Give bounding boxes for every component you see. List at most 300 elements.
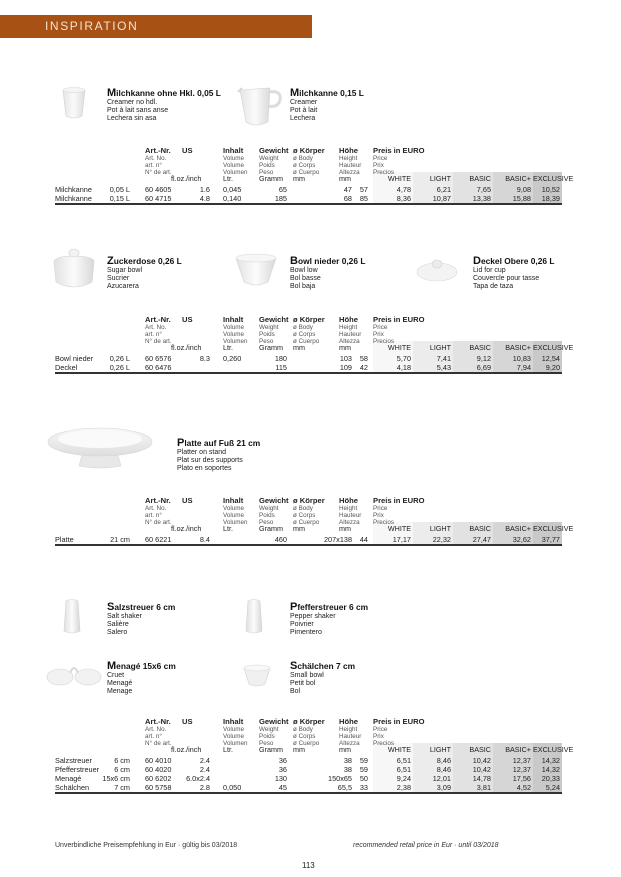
header-label: Inhalt	[223, 315, 244, 324]
header-translation: Weight	[259, 155, 279, 162]
header-translation: N° de art.	[145, 740, 172, 747]
header-translation: Precios	[373, 338, 394, 345]
header-label: Art.-Nr.	[145, 146, 171, 155]
price-tier-label: BASIC+	[505, 343, 531, 352]
header-label: Preis in EURO	[373, 315, 425, 324]
cell-inhalt: 0,260	[223, 354, 242, 363]
header-translation: Poids	[259, 331, 275, 338]
header-label: Preis in EURO	[373, 717, 425, 726]
cell-price-exclusive: 12,54	[541, 354, 560, 363]
spec-table	[55, 315, 574, 375]
title-initial: Z	[107, 255, 114, 267]
header-translation: ø Body	[293, 155, 313, 162]
cell-size: 0,26 L	[109, 363, 130, 372]
bowl-low-image	[232, 250, 280, 294]
cell-price-white: 6,51	[396, 765, 411, 774]
header-translation: Weight	[259, 324, 279, 331]
header-translation: Volumen	[223, 519, 248, 526]
price-tier-label: BASIC	[469, 745, 491, 754]
lid-illustration	[415, 252, 459, 286]
footer-price-note-en: recommended retail price in Eur · until 03/2018	[353, 842, 499, 849]
header-translation: ø Cuerpo	[293, 169, 320, 176]
header-translation: Poids	[259, 162, 275, 169]
header-translation: N° de art.	[145, 519, 172, 526]
cell-price-basic: 14,78	[472, 774, 491, 783]
product-salzstreuer-title	[107, 601, 175, 613]
header-translation: art. n°	[145, 162, 162, 169]
header-label: ø Körper	[293, 146, 325, 155]
cell-hoehe: 42	[359, 363, 368, 372]
cell-art: 60 4010	[145, 756, 172, 765]
price-tier-label: EXCLUSIVE	[533, 745, 574, 754]
unit-inhalt: Ltr.	[223, 524, 233, 533]
product-menage-title	[107, 660, 176, 672]
cell-gewicht: 45	[278, 783, 287, 792]
price-tier-label: BASIC	[469, 343, 491, 352]
shaker-illustration	[61, 597, 83, 637]
cell-inhalt: 0,140	[223, 194, 242, 203]
creamer-small-image	[57, 84, 91, 126]
title-rest: latte auf Fuß 21 cm	[184, 438, 261, 448]
header-translation: Height	[339, 324, 358, 331]
header-translation: Hauteur	[339, 331, 362, 338]
cell-price-exclusive: 10,52	[541, 185, 560, 194]
header-translation: Volumen	[223, 338, 248, 345]
description-line: Tapa de taza	[473, 283, 514, 291]
product-zuckerdose-title	[107, 255, 182, 267]
cell-price-light: 8,46	[436, 756, 451, 765]
cell-name: Milchkanne	[55, 185, 92, 194]
cell-size: 7 cm	[114, 783, 130, 792]
title-initial: S	[290, 660, 298, 672]
header-translation: Weight	[259, 505, 279, 512]
description-line: Creamer no hdl.	[107, 99, 158, 106]
header-translation: Precios	[373, 740, 394, 747]
cell-size: 0,15 L	[109, 194, 130, 203]
cell-price-basic-plus: 4,52	[516, 783, 531, 792]
header-label: US	[182, 146, 193, 155]
cell-price-white: 5,70	[396, 354, 411, 363]
title-rest: ilchkanne ohne Hkl. 0,05 L	[116, 88, 221, 98]
product-zuckerdose-description	[107, 267, 142, 292]
table-row	[55, 774, 562, 783]
cell-hoehe: 85	[359, 194, 368, 203]
header-translation: Volume	[223, 155, 245, 162]
header-translation: N° de art.	[145, 338, 172, 345]
cell-price-white: 4,18	[396, 363, 411, 372]
unit-us: fl.oz./inch	[171, 524, 202, 533]
unit-koerper: mm	[293, 745, 305, 754]
units-row	[55, 743, 574, 755]
cell-price-basic: 9,12	[476, 354, 491, 363]
header-label: Höhe	[339, 717, 358, 726]
cell-price-white: 2,38	[396, 783, 411, 792]
description-line: Pot à lait sans anse	[107, 107, 169, 115]
units-row	[55, 172, 574, 184]
header-translation: Peso	[259, 519, 274, 526]
table-bottom-rule	[55, 792, 562, 794]
header-translation: N° de art.	[145, 169, 172, 176]
header-label: Inhalt	[223, 496, 244, 505]
table-row	[55, 354, 562, 363]
header-label: Höhe	[339, 315, 358, 324]
header-translation: Peso	[259, 740, 274, 747]
header-translation: Price	[373, 324, 388, 331]
cell-price-light: 8,46	[436, 765, 451, 774]
cell-price-exclusive: 20,33	[541, 774, 560, 783]
header-translation: Art. No.	[145, 155, 167, 162]
header-translation: ø Body	[293, 324, 313, 331]
cell-size: 15x6 cm	[102, 774, 130, 783]
table-bottom-rule	[55, 544, 562, 546]
description-line: Lechera sin asa	[107, 115, 157, 123]
header-label: Höhe	[339, 496, 358, 505]
unit-koerper: mm	[293, 524, 305, 533]
title-initial: M	[107, 660, 117, 672]
table-bottom-rule	[55, 203, 562, 205]
cell-size: 6 cm	[114, 765, 130, 774]
header-translation: Volume	[223, 505, 245, 512]
price-tier-label: WHITE	[387, 343, 411, 352]
cell-price-exclusive: 37,77	[541, 535, 560, 544]
title-rest: owl nieder 0,26 L	[297, 256, 366, 266]
cell-hoehe: 58	[359, 354, 368, 363]
header-translation: Art. No.	[145, 505, 167, 512]
header-translation: Volumen	[223, 740, 248, 747]
small-bowl-illustration	[241, 660, 273, 690]
cell-gewicht: 65	[278, 185, 287, 194]
product-milchkanne-005-description	[107, 99, 168, 124]
units-row	[55, 341, 574, 353]
cell-inhalt: 0,045	[223, 185, 242, 194]
cell-koerper: 68	[343, 194, 352, 203]
product-pfefferstreuer-description	[290, 613, 336, 638]
cell-inhalt: 0,050	[223, 783, 242, 792]
cell-hoehe: 33	[359, 783, 368, 792]
table-row	[55, 756, 562, 765]
price-tier-label: LIGHT	[429, 745, 451, 754]
header-translation: Volume	[223, 512, 245, 519]
cell-gewicht: 180	[274, 354, 287, 363]
column-header-us	[182, 496, 193, 505]
price-tier-label: BASIC+	[505, 174, 531, 183]
cell-gewicht: 130	[274, 774, 287, 783]
cell-name: Milchkanne	[55, 194, 92, 203]
title-initial: P	[290, 601, 298, 613]
cell-price-white: 8,36	[396, 194, 411, 203]
column-header-us	[182, 146, 193, 155]
description-line: Pimentero	[290, 629, 322, 637]
section-banner	[0, 15, 312, 38]
unit-koerper: mm	[293, 343, 305, 352]
cell-name: Bowl nieder	[55, 354, 94, 363]
price-tier-label: BASIC	[469, 174, 491, 183]
header-translation: Height	[339, 505, 358, 512]
title-initial: M	[107, 87, 117, 99]
description-line: Creamer	[290, 99, 318, 106]
title-rest: alzstreuer 6 cm	[114, 602, 176, 612]
description-line: Cruet	[107, 672, 125, 679]
description-line: Menage	[107, 688, 133, 696]
bowl-low-illustration	[232, 250, 280, 290]
cell-gewicht: 115	[275, 363, 287, 372]
description-line: Salière	[107, 621, 129, 629]
header-translation: ø Corps	[293, 331, 316, 338]
unit-koerper: mm	[293, 174, 305, 183]
title-initial: D	[473, 255, 481, 267]
description-line: Lechera	[290, 115, 316, 123]
cell-art: 60 6202	[145, 774, 172, 783]
cell-us: 2.4	[199, 765, 210, 774]
unit-hoehe: mm	[339, 524, 351, 533]
cell-us: 6.0x2.4	[186, 774, 210, 783]
description-line: Couvercle pour tasse	[473, 275, 540, 283]
header-label: ø Körper	[293, 315, 325, 324]
cell-gewicht: 460	[274, 535, 287, 544]
header-translation: Prix	[373, 162, 384, 169]
header-translation: Poids	[259, 512, 275, 519]
title-initial: B	[290, 255, 298, 267]
description-line: Small bowl	[290, 672, 324, 679]
units-row	[55, 522, 574, 534]
header-label: Inhalt	[223, 146, 244, 155]
cell-hoehe: 57	[359, 185, 368, 194]
unit-gewicht: Gramm	[259, 174, 283, 183]
header-label: Preis in EURO	[373, 496, 425, 505]
cell-price-basic-plus: 15,88	[512, 194, 531, 203]
cell-hoehe: 59	[359, 756, 368, 765]
title-rest: eckel Obere 0,26 L	[480, 256, 555, 266]
header-translation: Peso	[259, 338, 274, 345]
price-tier-label: WHITE	[387, 174, 411, 183]
cell-price-basic-plus: 9,08	[516, 185, 531, 194]
header-translation: ø Corps	[293, 733, 316, 740]
header-translation: Peso	[259, 169, 274, 176]
shaker-image	[243, 597, 265, 641]
header-translation: Volume	[223, 324, 245, 331]
header-translation: ø Cuerpo	[293, 338, 320, 345]
description-line: Azucarera	[107, 283, 139, 291]
description-line: Platter on stand	[177, 449, 227, 456]
header-translation: Price	[373, 155, 388, 162]
cell-price-white: 6,51	[396, 756, 411, 765]
header-translation: Volume	[223, 726, 245, 733]
description-line: Bowl low	[290, 267, 318, 274]
cell-art: 60 6221	[145, 535, 172, 544]
cell-price-exclusive: 14,32	[541, 765, 560, 774]
header-label: Art.-Nr.	[145, 315, 171, 324]
table-row	[55, 194, 562, 203]
cell-price-basic: 13,38	[472, 194, 491, 203]
cell-price-basic-plus: 7,94	[516, 363, 531, 372]
product-platte-description	[177, 449, 243, 474]
header-translation: Volume	[223, 162, 245, 169]
price-tier-label: WHITE	[387, 745, 411, 754]
unit-hoehe: mm	[339, 745, 351, 754]
description-line: Bol basse	[290, 275, 321, 283]
product-platte-title	[177, 437, 260, 449]
description-line: Sucrier	[107, 275, 130, 283]
description-line: Bol	[290, 688, 301, 696]
product-milchkanne-015-title	[290, 87, 364, 99]
header-translation: Prix	[373, 331, 384, 338]
unit-gewicht: Gramm	[259, 745, 283, 754]
unit-hoehe: mm	[339, 343, 351, 352]
cell-gewicht: 36	[278, 765, 287, 774]
footer-price-note-de: Unverbindliche Preisempfehlung in Eur · gültig bis 03/2018	[55, 842, 238, 849]
cell-koerper: 38	[343, 756, 352, 765]
cell-price-basic-plus: 32,62	[512, 535, 531, 544]
cell-size: 6 cm	[114, 756, 130, 765]
description-line: Salt shaker	[107, 613, 143, 620]
price-tier-label: WHITE	[387, 524, 411, 533]
header-translation: Poids	[259, 733, 275, 740]
cell-us: 2.4	[199, 756, 210, 765]
cell-koerper: 150x65	[328, 774, 352, 783]
header-translation: Height	[339, 726, 358, 733]
section-title: INSPIRATION	[45, 19, 139, 33]
unit-us: fl.oz./inch	[171, 174, 202, 183]
shaker-illustration	[243, 597, 265, 637]
product-milchkanne-015-description	[290, 99, 317, 124]
price-tier-label: EXCLUSIVE	[533, 343, 574, 352]
price-tier-label: BASIC+	[505, 745, 531, 754]
table-row	[55, 765, 562, 774]
product-deckel-title	[473, 255, 555, 267]
unit-hoehe: mm	[339, 174, 351, 183]
header-label: US	[182, 496, 193, 505]
cruet-illustration	[45, 659, 103, 693]
cell-koerper: 65,5	[337, 783, 352, 792]
product-salzstreuer-description	[107, 613, 142, 638]
cell-us: 8.3	[199, 354, 210, 363]
header-translation: Volumen	[223, 169, 248, 176]
cell-art: 60 4605	[145, 185, 172, 194]
description-line: Poivrier	[290, 621, 314, 629]
cell-gewicht: 36	[278, 756, 287, 765]
cell-price-exclusive: 5,24	[545, 783, 560, 792]
cell-name: Platte	[55, 535, 74, 544]
cell-price-basic: 3,81	[476, 783, 491, 792]
table-row	[55, 363, 562, 372]
header-label: Art.-Nr.	[145, 496, 171, 505]
cell-price-light: 10,87	[432, 194, 451, 203]
header-translation: Hauteur	[339, 162, 362, 169]
product-deckel-description	[473, 267, 539, 292]
cell-price-white: 4,78	[396, 185, 411, 194]
cruet-image	[45, 659, 103, 697]
cell-price-white: 17,17	[392, 535, 411, 544]
header-translation: Altezza	[339, 338, 360, 345]
header-translation: Price	[373, 505, 388, 512]
cell-name: Salzstreuer	[55, 756, 92, 765]
cell-price-exclusive: 18,39	[541, 194, 560, 203]
cell-us: 2.8	[199, 783, 210, 792]
sugar-bowl-image	[48, 246, 100, 298]
header-label: Gewicht	[259, 717, 289, 726]
product-schaelchen-description	[290, 672, 324, 697]
header-translation: art. n°	[145, 733, 162, 740]
description-line: Bol baja	[290, 283, 316, 291]
cell-koerper: 109	[339, 363, 352, 372]
cell-art: 60 6576	[145, 354, 172, 363]
product-menage-description	[107, 672, 132, 697]
cell-koerper: 47	[343, 185, 352, 194]
header-label: Höhe	[339, 146, 358, 155]
price-tier-label: LIGHT	[429, 343, 451, 352]
cell-us: 8.4	[199, 535, 210, 544]
unit-inhalt: Ltr.	[223, 745, 233, 754]
column-header-us	[182, 717, 193, 726]
header-translation: Volume	[223, 733, 245, 740]
title-rest: uckerdose 0,26 L	[113, 256, 182, 266]
cell-price-exclusive: 14,32	[541, 756, 560, 765]
header-translation: Hauteur	[339, 733, 362, 740]
product-pfefferstreuer-title	[290, 601, 368, 613]
description-line: Menagé	[107, 680, 133, 688]
cell-price-exclusive: 9,20	[545, 363, 560, 372]
cell-price-light: 7,41	[436, 354, 451, 363]
cell-size: 0,05 L	[109, 185, 130, 194]
cell-us: 1.6	[199, 185, 210, 194]
description-line: Plat sur des supports	[177, 457, 243, 465]
platter-illustration	[45, 418, 155, 478]
price-tier-label: BASIC+	[505, 524, 531, 533]
cell-name: Deckel	[55, 363, 78, 372]
cell-hoehe: 50	[359, 774, 368, 783]
page-number: 113	[302, 861, 315, 870]
header-translation: Weight	[259, 726, 279, 733]
header-label: ø Körper	[293, 496, 325, 505]
small-bowl-image	[241, 660, 273, 694]
header-translation: art. n°	[145, 331, 162, 338]
title-initial: M	[290, 87, 300, 99]
price-tier-label: EXCLUSIVE	[533, 524, 574, 533]
header-translation: Prix	[373, 733, 384, 740]
creamer-small-illustration	[57, 84, 91, 122]
header-translation: ø Cuerpo	[293, 519, 320, 526]
cell-price-light: 22,32	[432, 535, 451, 544]
cell-price-white: 9,24	[396, 774, 411, 783]
header-translation: Art. No.	[145, 726, 167, 733]
product-bowl-nieder-description	[290, 267, 321, 292]
header-translation: Price	[373, 726, 388, 733]
product-schaelchen-title	[290, 660, 355, 672]
cell-koerper: 103	[339, 354, 352, 363]
cell-price-basic-plus: 10,83	[512, 354, 531, 363]
creamer-handle-image	[234, 80, 286, 134]
table-row	[55, 535, 562, 544]
cell-art: 60 4020	[145, 765, 172, 774]
creamer-handle-illustration	[234, 80, 286, 130]
cell-price-basic-plus: 12,37	[512, 756, 531, 765]
product-milchkanne-005-title	[107, 87, 221, 99]
cell-art: 60 6476	[145, 363, 172, 372]
header-label: Gewicht	[259, 146, 289, 155]
cell-price-basic-plus: 17,56	[512, 774, 531, 783]
price-tier-label: LIGHT	[429, 524, 451, 533]
cell-price-basic: 7,65	[476, 185, 491, 194]
price-tier-label: LIGHT	[429, 174, 451, 183]
title-initial: S	[107, 601, 115, 613]
cell-hoehe: 59	[359, 765, 368, 774]
cell-price-basic: 10,42	[472, 765, 491, 774]
header-label: Preis in EURO	[373, 146, 425, 155]
title-rest: enagé 15x6 cm	[116, 661, 176, 671]
title-initial: P	[177, 437, 185, 449]
header-translation: ø Corps	[293, 162, 316, 169]
spec-table	[55, 146, 574, 206]
